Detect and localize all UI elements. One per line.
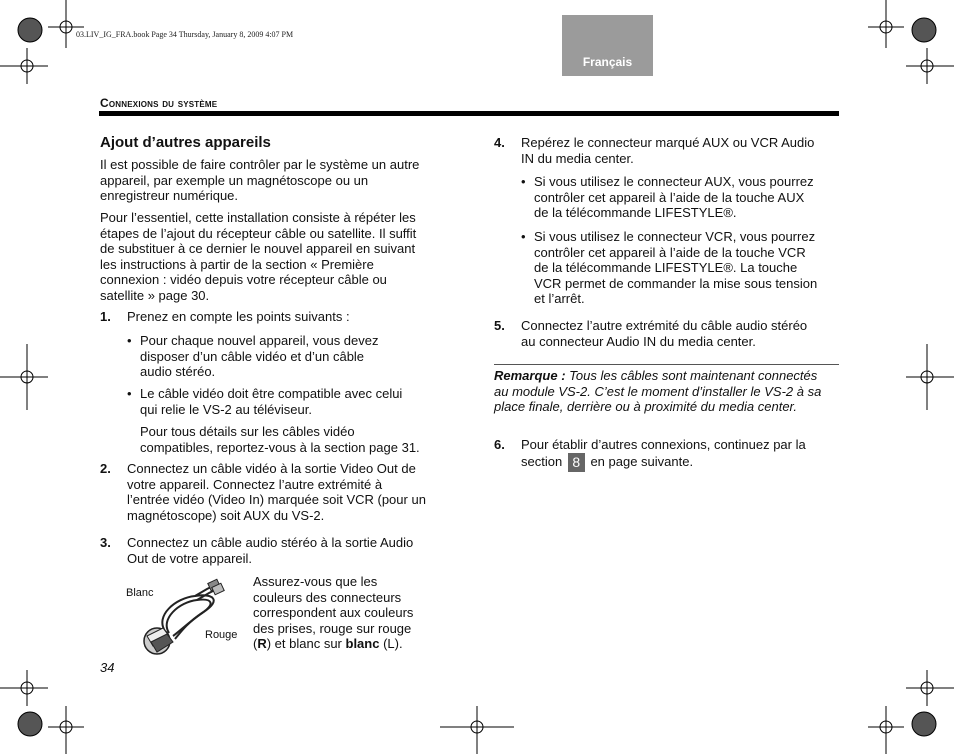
text-line: contrôler cet appareil à l’aide de la touche AUX (534, 189, 805, 205)
text-line: IN du media center. (521, 150, 634, 166)
text-line: place finale, derrière ou à proximité du media center. (494, 399, 798, 415)
section-title: Connexions du système (100, 96, 218, 110)
file-info-line: 03.LIV_IG_FRA.book Page 34 Thursday, January 8, 2009 4:07 PM (76, 30, 294, 39)
text-line: Pour tous détails sur les câbles vidéo (140, 424, 355, 439)
text-line: Connectez un câble audio stéréo à la sortie Audio (127, 535, 414, 550)
text-line: Il est possible de faire contrôler par le système un autre (100, 157, 420, 172)
step-number: 1. (100, 309, 111, 324)
text-line: Pour établir d’autres connexions, continuez par la (521, 437, 806, 452)
text-line (494, 368, 840, 384)
text-line: Out de votre appareil. (127, 550, 253, 566)
text-line: VCR permet de commander la mise sous tension (534, 275, 818, 291)
text-line: au module VS-2. C’est le moment d’installer le VS-2 à sa (494, 383, 822, 399)
step-text (127, 461, 426, 523)
step-number: 3. (100, 535, 111, 550)
section-rule (99, 111, 839, 116)
step-text (127, 535, 413, 566)
text-line: Connectez un câble vidéo à la sortie Video Out de (127, 461, 416, 476)
white-connector-label: Blanc (126, 587, 154, 599)
language-tab[interactable] (562, 15, 653, 76)
section-badge[interactable]: 8 (568, 453, 585, 472)
note-block (494, 368, 840, 415)
red-connector-label: Rouge (205, 629, 238, 641)
text-line: Assurez-vous que les (253, 574, 378, 589)
text-line: enregistreur numérique. (100, 188, 239, 204)
bullet-dot: • (521, 174, 526, 189)
text-line: Repérez le connecteur marqué AUX ou VCR Audio (521, 135, 815, 150)
text-line: qui relie le VS-2 au téléviseur. (140, 401, 312, 417)
text-fragment: (L). (379, 636, 403, 652)
text-line: disposer d’un câble vidéo et d’un câble (140, 348, 365, 364)
text-line: magnétoscope) soit AUX du VS-2. (127, 507, 325, 523)
step-number: 4. (494, 135, 505, 150)
page-number: 34 (100, 660, 115, 675)
text-line: Pour l’essentiel, cette installation consiste à répéter les (100, 210, 416, 225)
text-line: et l’arrêt. (534, 291, 585, 307)
text-line: Pour chaque nouvel appareil, vous devez (140, 333, 379, 348)
step-text (521, 437, 806, 472)
text-line: appareil, par exemple un magnétoscope ou un (100, 172, 369, 188)
bullet-text (140, 333, 379, 380)
bullet-dot: • (127, 386, 132, 401)
bold-blanc: blanc (345, 636, 380, 652)
text-line: couleurs des connecteurs (253, 589, 402, 605)
bullet-dot: • (521, 229, 526, 244)
text-line: connexion : vidéo depuis votre récepteur câble ou (100, 272, 387, 288)
text-line (521, 453, 806, 472)
bullet-text (534, 229, 817, 307)
text-line: compatibles, reportez-vous à la section page 31. (140, 439, 420, 455)
text-fragment: ( (253, 636, 258, 652)
step-text (521, 318, 807, 349)
note-rule (494, 364, 839, 365)
text-fragment: en page suivante. (590, 453, 694, 469)
page-heading: Ajout d’autres appareils (100, 134, 271, 151)
text-line: l’entrée vidéo (Video In) marquée soit VCR (pour un (127, 492, 426, 508)
text-line (253, 636, 443, 652)
bullet-note (140, 424, 420, 455)
text-line: Si vous utilisez le connecteur VCR, vous pourrez (534, 229, 816, 244)
text-line: votre appareil. Connectez l’autre extrémité à (127, 476, 383, 492)
bullet-dot: • (127, 333, 132, 348)
text-line: Si vous utilisez le connecteur AUX, vous pourrez (534, 174, 814, 189)
text-line: des prises, rouge sur rouge (253, 620, 412, 636)
text-fragment: Tous les câbles sont maintenant connectés (565, 368, 818, 383)
step-number: 6. (494, 437, 505, 452)
bullet-text (140, 386, 402, 417)
note-label: Remarque : (494, 368, 566, 383)
text-fragment: section (521, 453, 563, 469)
bold-r: R (257, 636, 267, 652)
text-line: de substituer à ce dernier le nouvel appareil en suivant (100, 241, 416, 257)
text-fragment: ) et blanc sur (266, 636, 346, 652)
cable-instructions (253, 574, 443, 652)
bullet-text (534, 174, 814, 221)
step-number: 5. (494, 318, 505, 333)
text-line: correspondent aux couleurs (253, 605, 414, 621)
language-tab-label: Français (582, 55, 633, 69)
instructions-paragraph (100, 210, 445, 304)
text-line: audio stéréo. (140, 364, 216, 380)
text-line: au connecteur Audio IN du media center. (521, 333, 756, 349)
step-number: 2. (100, 461, 111, 476)
text-line: contrôler cet appareil à l’aide de la touche VCR (534, 244, 806, 260)
text-line: de la télécommande LIFESTYLE®. La touche (534, 260, 798, 276)
step-text: Prenez en compte les points suivants : (127, 309, 350, 324)
text-line: Connectez l’autre extrémité du câble audio stéréo (521, 318, 808, 333)
text-line: les instructions à partir de la section « Première (100, 256, 374, 272)
text-line: satellite » page 30. (100, 287, 210, 303)
text-line: Le câble vidéo doit être compatible avec celui (140, 386, 403, 401)
text-line: étapes de l’ajout du récepteur câble ou satellite. Il suffit (100, 225, 417, 241)
intro-paragraph (100, 157, 445, 204)
text-line: de la télécommande LIFESTYLE®. (534, 205, 737, 221)
step-text (521, 135, 814, 166)
